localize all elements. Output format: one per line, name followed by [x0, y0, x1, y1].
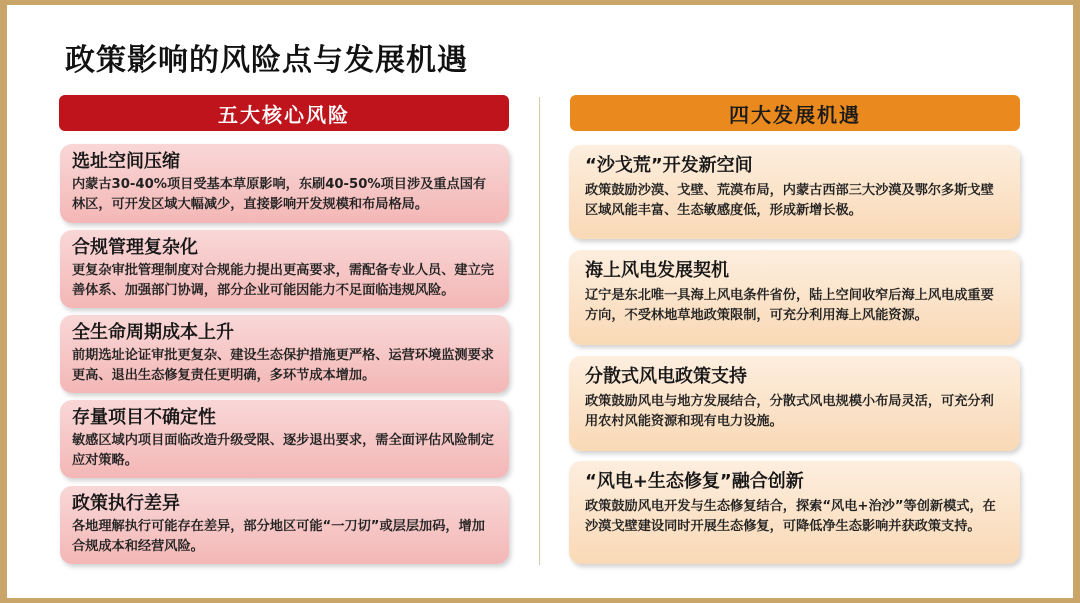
slide: [7, 5, 1073, 598]
opportunity-card-text: 政策鼓励风电开发与生态修复结合，探索“风电+治沙”等创新模式，在沙漠戈壁建设同时开展生态修复，可降低净生态影响并获政策支持。: [585, 499, 996, 534]
risk-card-title: 选址空间压缩: [72, 151, 180, 172]
opportunity-card: [569, 250, 1020, 345]
risk-card-title: 存量项目不确定性: [72, 407, 216, 428]
risk-card: [60, 400, 509, 478]
risks-header: 五大核心风险: [59, 95, 509, 131]
risk-card-title: 全生命周期成本上升: [72, 322, 234, 343]
risk-card-title: 合规管理复杂化: [72, 237, 198, 258]
opportunity-card-title: 海上风电发展契机: [585, 260, 729, 281]
risk-card-title: 政策执行差异: [72, 493, 180, 514]
opportunity-card-title: 分散式风电政策支持: [585, 366, 747, 387]
opportunity-card-title: “风电+生态修复”融合创新: [585, 471, 804, 492]
opportunity-card: [569, 461, 1020, 564]
risk-card: [60, 230, 509, 308]
opportunity-card-text: 政策鼓励风电与地方发展结合，分散式风电规模小布局灵活，可充分利用农村风能资源和现有电力设施。: [585, 394, 994, 429]
risk-card-text: 前期选址论证审批更复杂、建设生态保护措施更严格、运营环境监测要求更高、退出生态修复责任更明确，多环节成本增加。: [72, 348, 494, 383]
risk-card: [60, 315, 509, 393]
risk-card-text: 更复杂审批管理制度对合规能力提出更高要求，需配备专业人员、建立完善体系、加强部门协调，部分企业可能因能力不足面临违规风险。: [72, 263, 494, 298]
opportunity-card-text: 政策鼓励沙漠、戈壁、荒漠布局，内蒙古西部三大沙漠及鄂尔多斯戈壁区域风能丰富、生态敏感度低，形成新增长极。: [585, 183, 994, 218]
opportunities-header: 四大发展机遇: [570, 95, 1020, 131]
opportunity-card: [569, 145, 1020, 239]
risk-card: [60, 486, 509, 564]
opportunity-card-text: 辽宁是东北唯一具海上风电条件省份，陆上空间收窄后海上风电成重要方向，不受林地草地政策限制，可充分利用海上风能资源。: [585, 288, 994, 323]
opportunity-card: [569, 356, 1020, 451]
risk-card-text: 内蒙古30-40%项目受基本草原影响，东刷40-50%项目涉及重点国有林区，可开发区域大幅减少，直接影响开发规模和布局格局。: [72, 177, 487, 212]
opportunity-card-title: “沙戈荒”开发新空间: [585, 155, 753, 176]
column-divider: [539, 97, 540, 565]
risk-card-text: 各地理解执行可能存在差异，部分地区可能“一刀切”或层层加码，增加合规成本和经营风险。: [72, 519, 485, 554]
page-title: 政策影响的风险点与发展机遇: [65, 43, 468, 78]
risk-card-text: 敏感区域内项目面临改造升级受限、逐步退出要求，需全面评估风险制定应对策略。: [72, 433, 494, 468]
risk-card: [60, 144, 509, 223]
